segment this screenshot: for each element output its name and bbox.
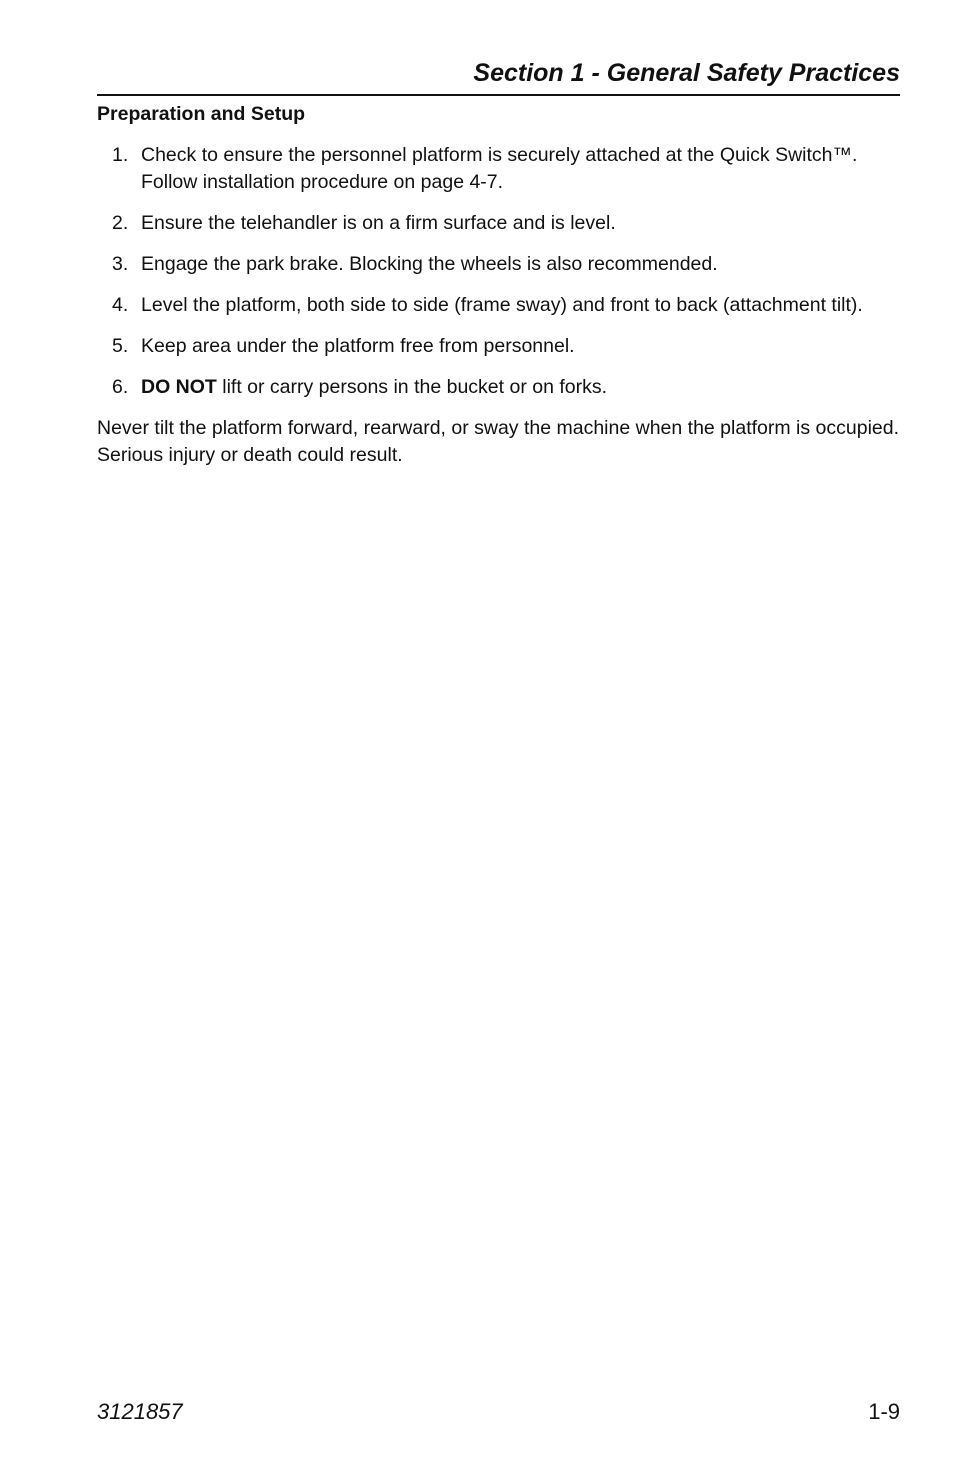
step-text: Engage the park brake. Blocking the wheels is also recommended. — [141, 253, 718, 275]
step-text: Level the platform, both side to side (frame sway) and front to back (attachment tilt). — [141, 294, 863, 316]
do-not-warning-text: DO NOT — [141, 376, 217, 398]
setup-step-6 — [97, 374, 902, 401]
step-text: Ensure the telehandler is on a firm surface and is level. — [141, 212, 616, 234]
setup-step-1 — [97, 142, 902, 196]
setup-step-5 — [97, 333, 902, 360]
safety-note-paragraph: Never tilt the platform forward, rearward, or sway the machine when the platform is occupied. Serious injury or death could result. — [97, 417, 900, 466]
preparation-setup-heading: Preparation and Setup — [97, 103, 306, 125]
setup-steps-list — [97, 142, 902, 401]
page-number: 1-9 — [868, 1399, 900, 1424]
setup-step-2 — [97, 210, 902, 237]
page-content — [97, 101, 902, 469]
section-title: Section 1 - General Safety Practices — [473, 59, 900, 87]
step-number: 1. — [112, 144, 129, 166]
document-number: 3121857 — [97, 1399, 183, 1424]
step-number: 6. — [112, 376, 129, 398]
step-number: 4. — [112, 294, 129, 316]
page-footer — [97, 1397, 900, 1427]
step-text: lift or carry persons in the bucket or on forks. — [216, 376, 608, 398]
step-text: Check to ensure the personnel platform is securely attached at the Quick Switch™. Follow installation procedure on page 4-7. — [141, 144, 858, 193]
step-text: Keep area under the platform free from personnel. — [141, 335, 575, 357]
setup-step-3 — [97, 251, 902, 278]
step-number: 5. — [112, 335, 129, 357]
setup-step-4 — [97, 292, 902, 319]
page-header — [97, 56, 900, 96]
step-number: 2. — [112, 212, 129, 234]
step-number: 3. — [112, 253, 129, 275]
